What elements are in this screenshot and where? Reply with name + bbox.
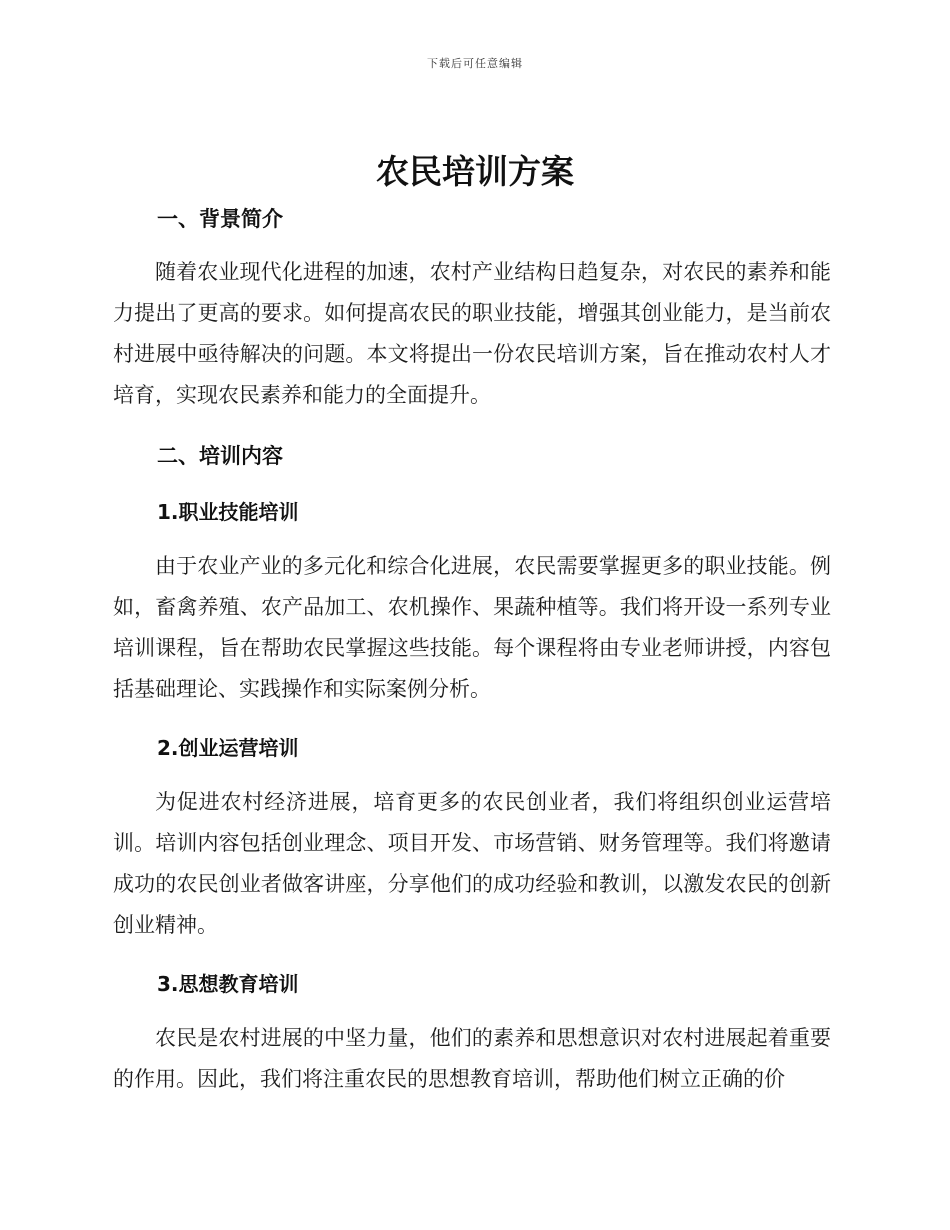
section-heading-background: 一、背景简介: [157, 207, 283, 231]
section-heading-content: 二、培训内容: [157, 444, 283, 468]
paragraph-vocational-skills: 由于农业产业的多元化和综合化进展，农民需要掌握更多的职业技能。例如，畜禽养殖、农产品加工、农机操作、果蔬种植等。我们将开设一系列专业培训课程，旨在帮助农民掌握这些技能。每个课程将由专业老师讲授，内容包括基础理论、实践操作和实际案例分析。: [113, 554, 831, 701]
paragraph-background: 随着农业现代化进程的加速，农村产业结构日趋复杂，对农民的素养和能力提出了更高的要求。如何提高农民的职业技能，增强其创业能力，是当前农村进展中亟待解决的问题。本文将提出一份农民培训方案，旨在推动农村人才培育，实现农民素养和能力的全面提升。: [113, 260, 831, 407]
subheading-ideological-education: 3.思想教育培训: [157, 972, 299, 996]
paragraph-ideological-education: 农民是农村进展的中坚力量，他们的素养和思想意识对农村进展起着重要的作用。因此，我们将注重农民的思想教育培训，帮助他们树立正确的价: [113, 1026, 831, 1091]
paragraph-entrepreneurship: 为促进农村经济进展，培育更多的农民创业者，我们将组织创业运营培训。培训内容包括创业理念、项目开发、市场营销、财务管理等。我们将邀请成功的农民创业者做客讲座，分享他们的成功经验和教训，以激发农民的创新创业精神。: [113, 790, 831, 937]
document-title: 农民培训方案: [376, 152, 574, 191]
subheading-vocational-skills: 1.职业技能培训: [157, 500, 299, 524]
subheading-entrepreneurship: 2.创业运营培训: [157, 736, 299, 760]
page-header-note: 下载后可任意编辑: [427, 57, 523, 70]
